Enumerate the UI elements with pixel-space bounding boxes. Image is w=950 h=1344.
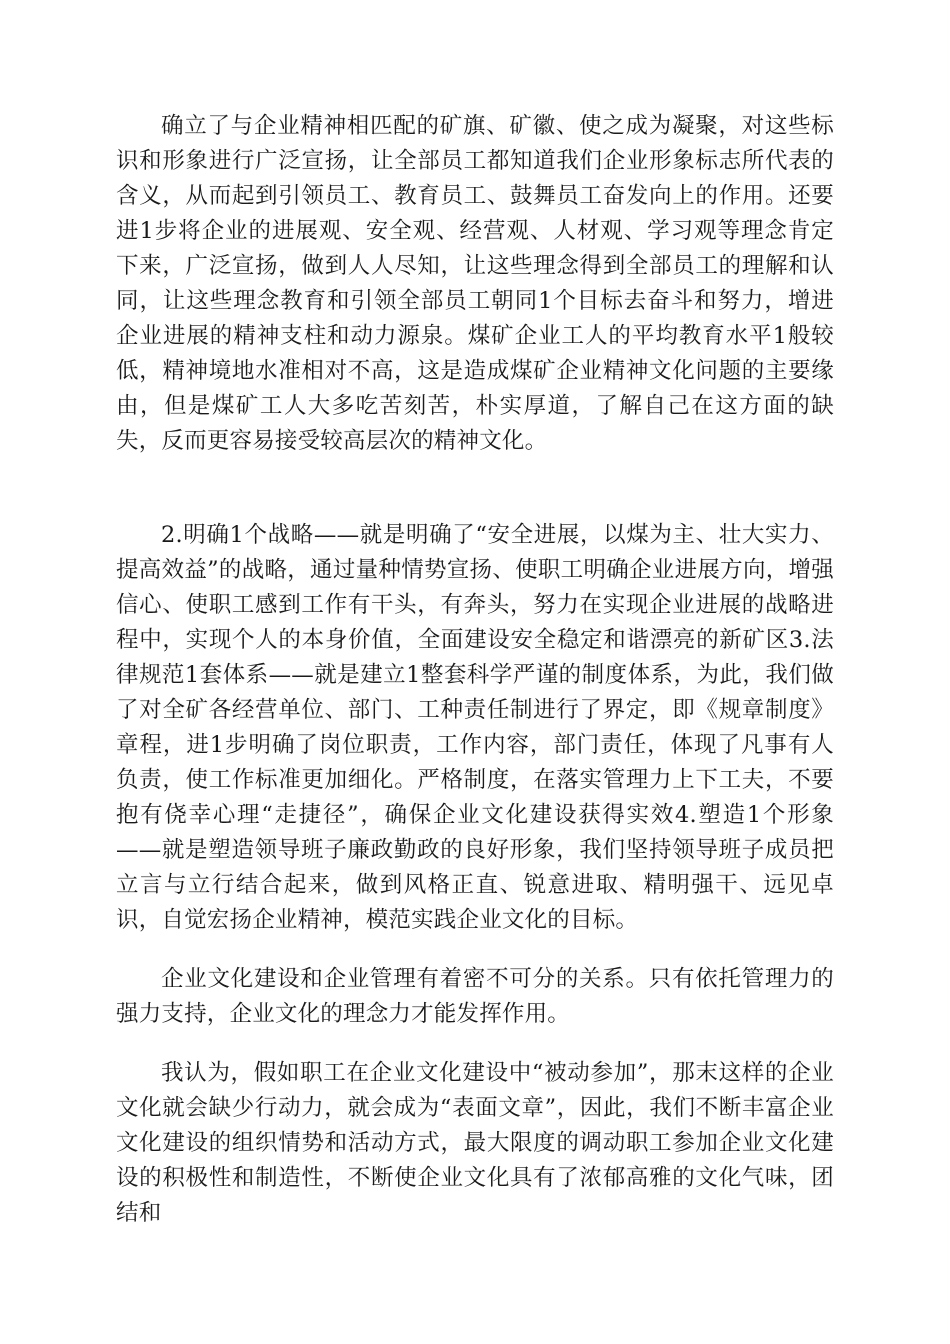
paragraph-3: 企业文化建设和企业管理有着密不可分的关系。只有依托管理力的强力支持，企业文化的理念力才能发挥作用。 xyxy=(116,966,834,1027)
paragraph-4: 我认为，假如职工在企业文化建设中“被动参加”，那末这样的企业文化就会缺少行动力，就会成为“表面文章”，因此，我们不断丰富企业文化建设的组织情势和活动方式，最大限度的调动职工参加企业文化建设的积极性和制造性，不断使企业文化具有了浓郁高雅的文化气味，团结和 xyxy=(116,1060,834,1226)
document-body xyxy=(116,109,834,1231)
paragraph-1: 确立了与企业精神相匹配的矿旗、矿徽、使之成为凝聚，对这些标识和形象进行广泛宣扬，让全部员工都知道我们企业形象标志所代表的含义，从而起到引领员工、教育员工、鼓舞员工奋发向上的作用。还要进1步将企业的进展观、安全观、经营观、人材观、学习观等理念肯定下来，广泛宣扬，做到人人尽知，让这些理念得到全部员工的理解和认同，让这些理念教育和引领全部员工朝同1个目标去奋斗和努力，增进企业进展的精神支柱和动力源泉。煤矿企业工人的平均教育水平1般较低，精神境地水准相对不高，这是造成煤矿企业精神文化问题的主要缘由，但是煤矿工人大多吃苦刻苦，朴实厚道，了解自己在这方面的缺失，反而更容易接受较高层次的精神文化。 xyxy=(116,113,834,454)
paragraph-2: 2.明确1个战略——就是明确了“安全进展，以煤为主、壮大实力、提高效益”的战略，通过量种情势宣扬、使职工明确企业进展方向，增强信心、使职工感到工作有干头，有奔头，努力在实现企业进展的战略进程中，实现个人的本身价值，全面建设安全稳定和谐漂亮的新矿区3.法律规范1套体系——就是建立1整套科学严谨的制度体系，为此，我们做了对全矿各经营单位、部门、工种责任制进行了界定，即《规章制度》章程，进1步明确了岗位职责，工作内容，部门责任，体现了凡事有人负责，使工作标准更加细化。严格制度，在落实管理力上下工夫，不要抱有侥幸心理“走捷径”，确保企业文化建设获得实效4.塑造1个形象——就是塑造领导班子廉政勤政的良好形象，我们坚持领导班子成员把立言与立行结合起来，做到风格正直、锐意进取、精明强干、远见卓识，自觉宏扬企业精神，模范实践企业文化的目标。 xyxy=(116,522,834,933)
